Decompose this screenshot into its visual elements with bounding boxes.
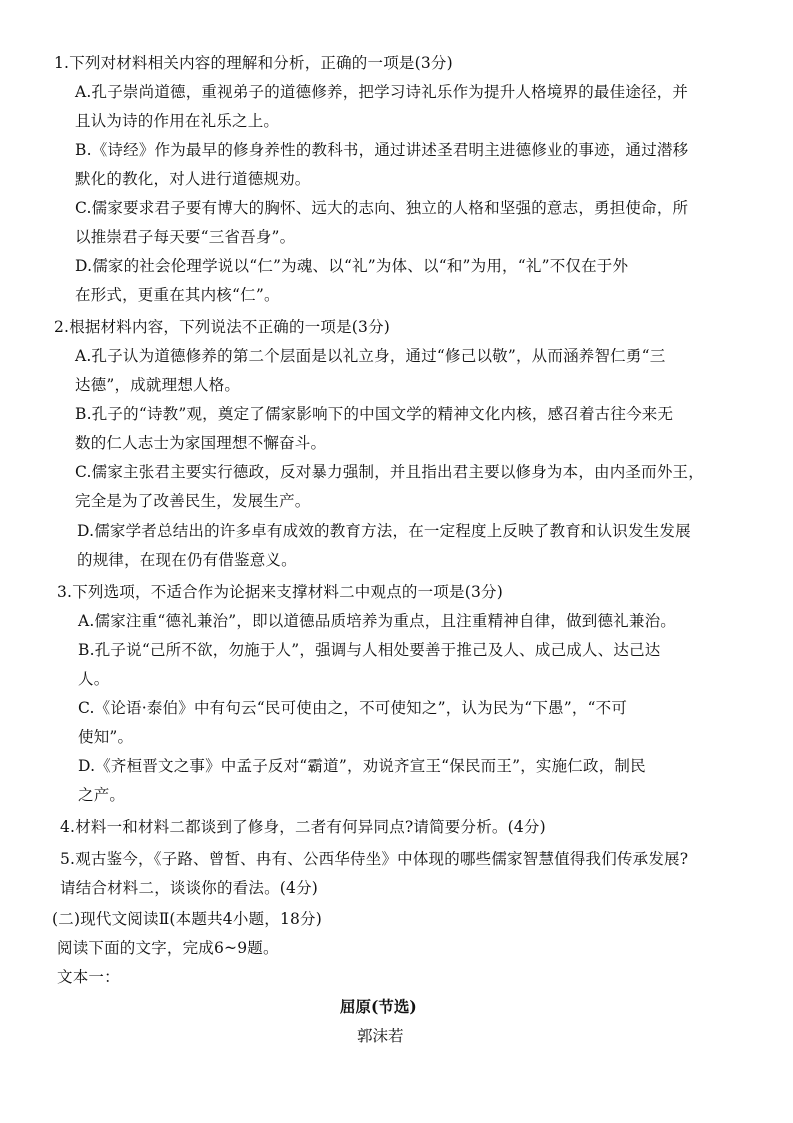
section-instruction: 阅读下面的文字，完成6~9题。 <box>57 939 279 957</box>
question-3-option-d: D.《齐桓晋文之事》中孟子反对“霸道”，劝说齐宣王“保民而王”，实施仁政，制民 <box>78 757 646 775</box>
question-1-stem: 1.下列对材料相关内容的理解和分析，正确的一项是(3分) <box>54 54 453 72</box>
section-heading: (二)现代文阅读Ⅱ(本题共4小题，18分) <box>52 910 323 928</box>
question-3-option-d-cont: 之产。 <box>78 786 126 804</box>
question-1-option-c-cont: 以推崇君子每天要“三省吾身”。 <box>75 228 296 246</box>
question-1-option-d: D.儒家的社会伦理学说以“仁”为魂、以“礼”为体、以“和”为用，“礼”不仅在于外 <box>75 257 629 275</box>
question-2-option-b: B.孔子的“诗教”观，奠定了儒家影响下的中国文学的精神文化内核，感召着古往今来无 <box>75 405 674 423</box>
question-2-option-c: C.儒家主张君主要实行德政，反对暴力强制，并且指出君主要以修身为本，由内圣而外王， <box>75 463 704 481</box>
question-2-option-a: A.孔子认为道德修养的第二个层面是以礼立身，通过“修己以敬”，从而涵养智仁勇“三 <box>75 347 666 365</box>
text-one-label: 文本一： <box>57 968 120 986</box>
article-title: 屈原(节选) <box>340 997 417 1016</box>
question-3-option-c: C.《论语·泰伯》中有句云“民可使由之，不可使知之”，认为民为“下愚”，“不可 <box>78 699 628 717</box>
question-1-option-c: C.儒家要求君子要有博大的胸怀、远大的志向、独立的人格和坚强的意志，勇担使命，所 <box>75 199 689 217</box>
question-2-stem: 2.根据材料内容，下列说法不正确的一项是(3分) <box>54 318 391 336</box>
question-1-option-b: B.《诗经》作为最早的修身养性的教科书，通过讲述圣君明主进德修业的事迹，通过潜移 <box>75 141 689 159</box>
question-5-stem: 5.观古鉴今，《子路、曾皙、冉有、公西华侍坐》中体现的哪些儒家智慧值得我们传承发展? <box>60 850 689 868</box>
question-2-option-d: D.儒家学者总结出的许多卓有成效的教育方法，在一定程度上反映了教育和认识发生发展 <box>77 522 691 540</box>
question-1-option-a-cont: 且认为诗的作用在礼乐之上。 <box>75 112 280 130</box>
question-3-option-a: A.儒家注重“德礼兼治”，即以道德品质培养为重点，且注重精神自律，做到德礼兼治。 <box>78 612 676 630</box>
question-3-option-b: B.孔子说“己所不欲，勿施于人”，强调与人相处要善于推己及人、成己成人、达己达 <box>78 641 661 659</box>
question-3-option-c-cont: 使知”。 <box>78 728 134 746</box>
question-3-option-b-cont: 人。 <box>78 670 110 688</box>
article-author: 郭沫若 <box>357 1027 404 1045</box>
question-4-stem: 4.材料一和材料二都谈到了修身，二者有何异同点?请简要分析。(4分) <box>60 818 546 836</box>
question-2-option-d-cont: 的规律，在现在仍有借鉴意义。 <box>77 551 297 569</box>
question-2-option-b-cont: 数的仁人志士为家国理想不懈奋斗。 <box>75 434 327 452</box>
question-3-stem: 3.下列选项，不适合作为论据来支撑材料二中观点的一项是(3分) <box>57 583 503 601</box>
question-2-option-c-cont: 完全是为了改善民生，发展生产。 <box>75 492 311 510</box>
question-2-option-a-cont: 达德”，成就理想人格。 <box>75 376 241 394</box>
question-1-option-b-cont: 默化的教化，对人进行道德规劝。 <box>75 170 311 188</box>
question-1-option-a: A.孔子崇尚道德，重视弟子的道德修养，把学习诗礼乐作为提升人格境界的最佳途径，并 <box>75 83 689 101</box>
question-1-option-d-cont: 在形式，更重在其内核“仁”。 <box>75 286 280 304</box>
question-5-stem-cont: 请结合材料二，谈谈你的看法。(4分) <box>60 879 319 897</box>
